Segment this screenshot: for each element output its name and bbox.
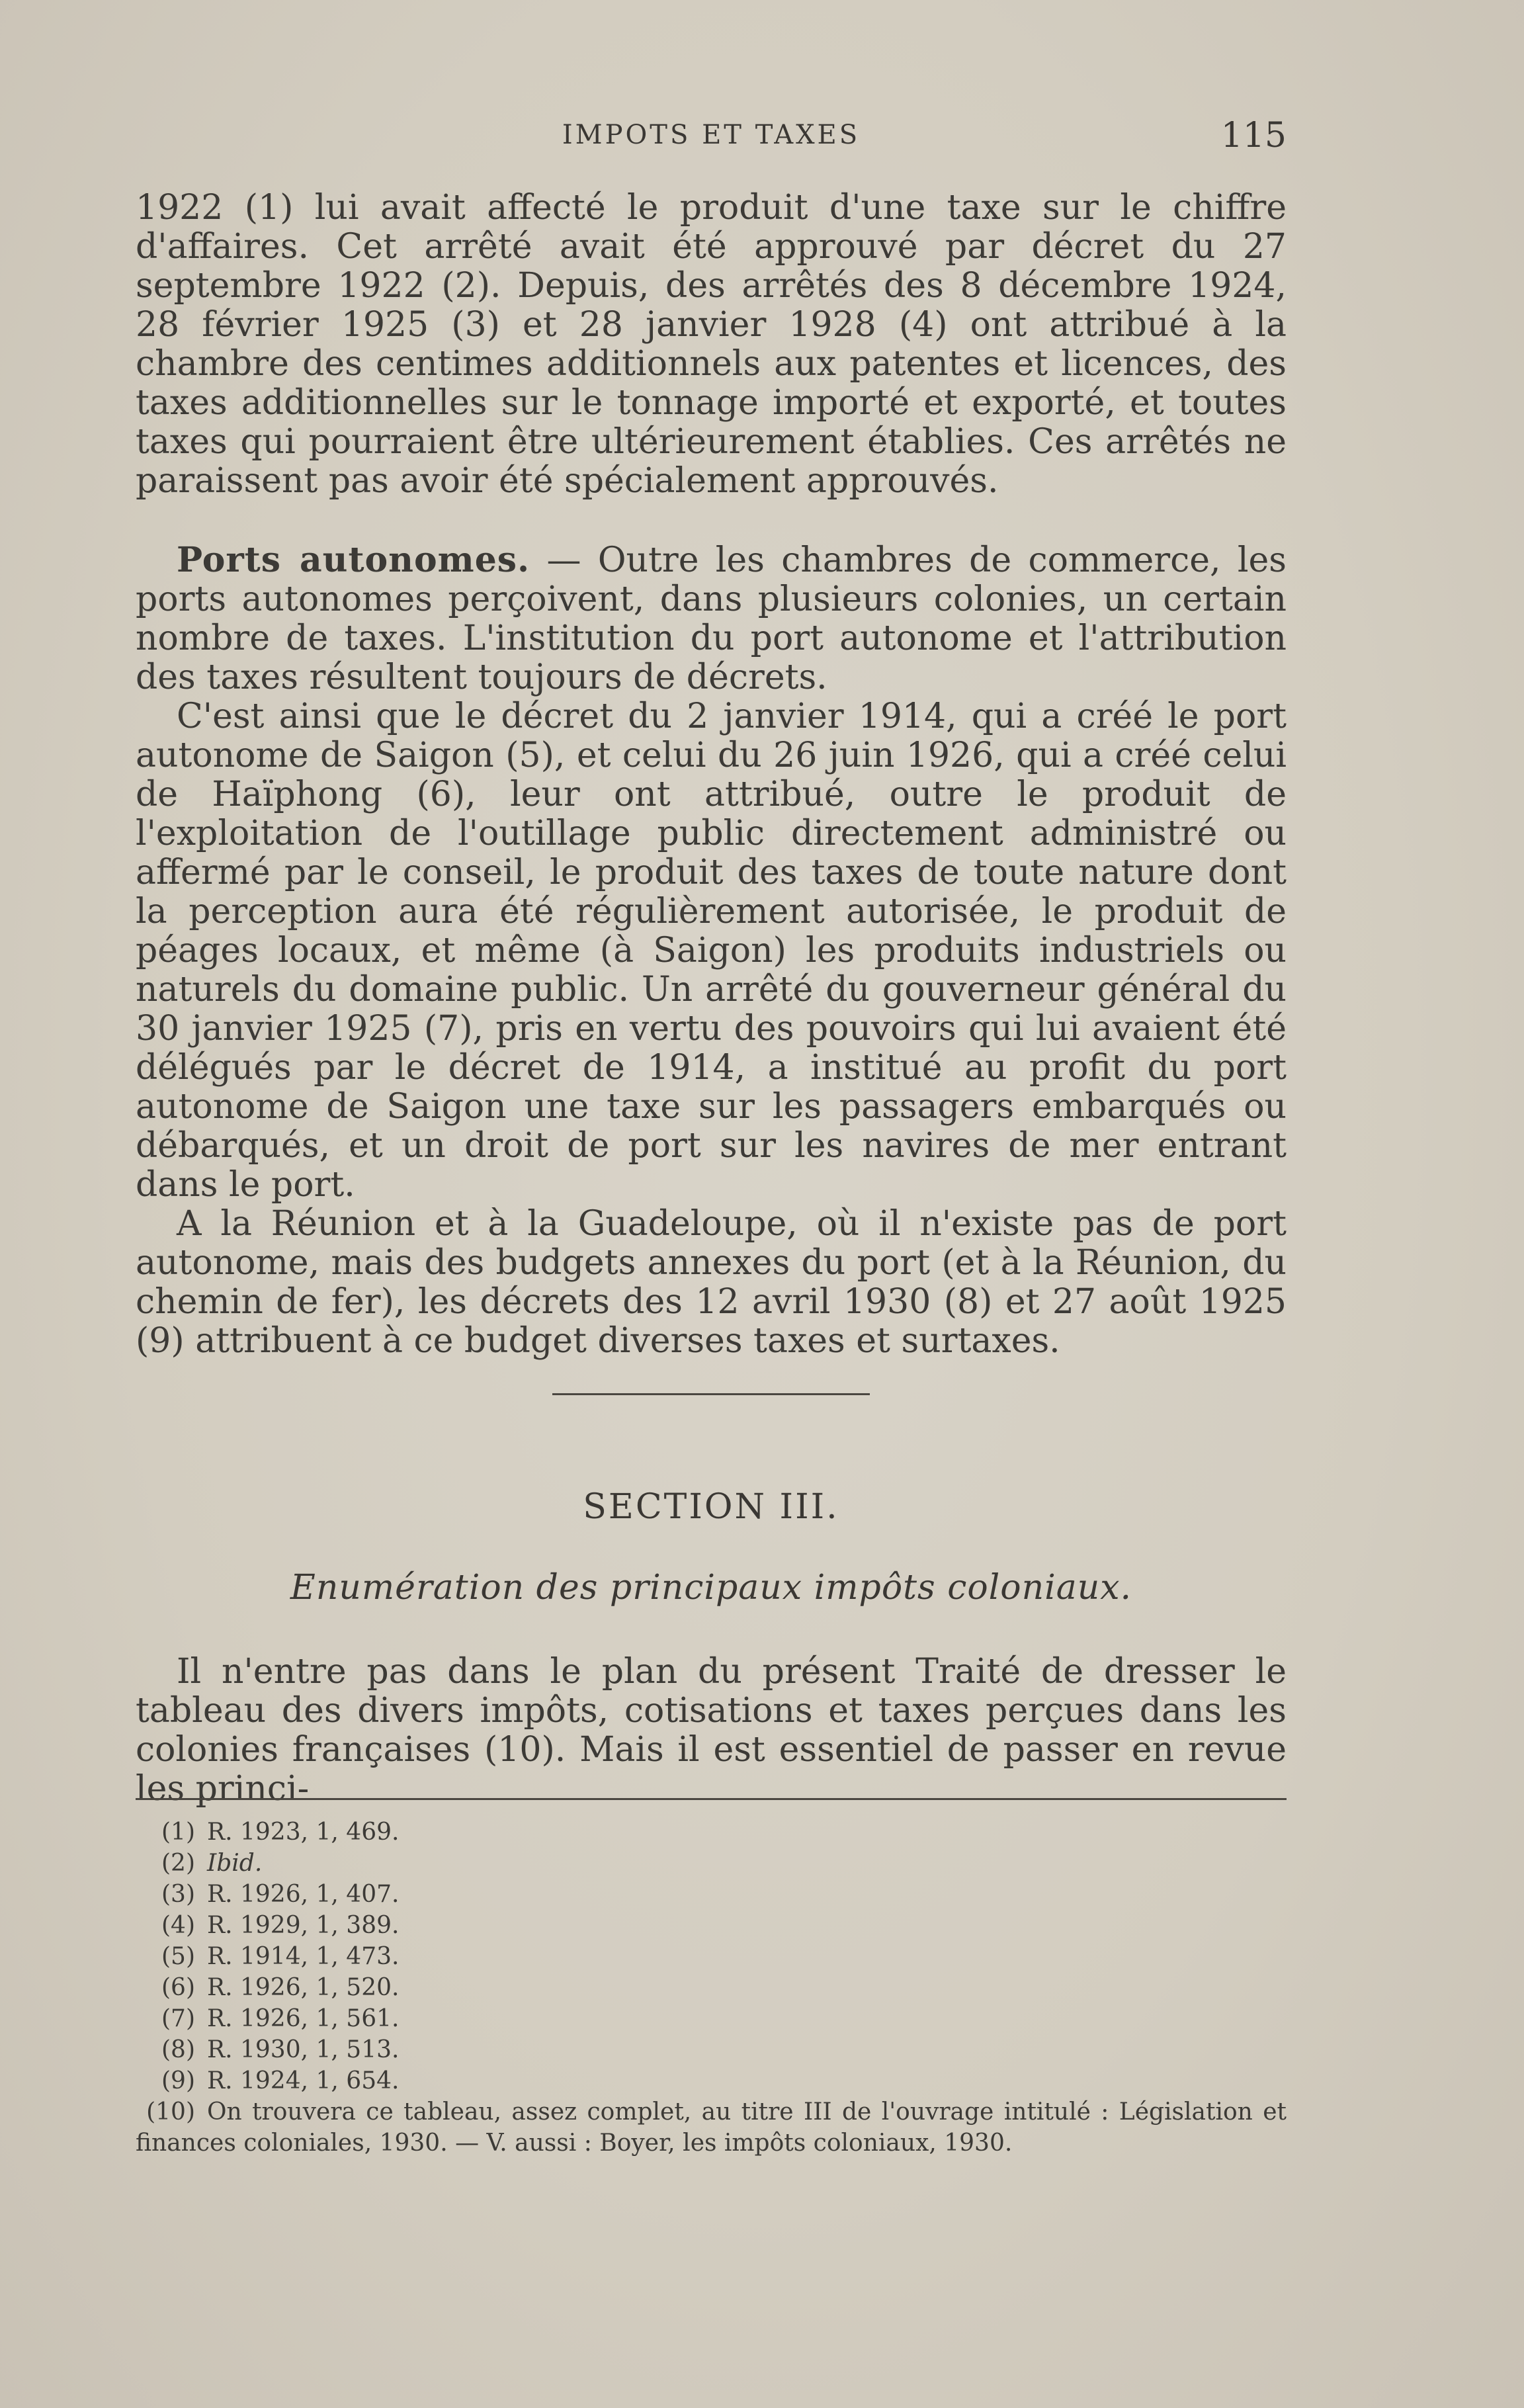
footnote	[136, 2065, 1287, 2096]
footnote-mark: (5)	[161, 1943, 195, 1970]
footnote-text: R. 1924, 1, 654.	[207, 2067, 400, 2094]
paragraph-reunion-guadeloupe: A la Réunion et à la Guadeloupe, où il n'existe pas de port autonome, mais des budgets annexes du port (et à la Réunion, du chemin de fer), les décrets des 12 avril 1930 (8) et 27 août 1925 (9) attribuent à ce budget diverses taxes et surtaxes.	[136, 1204, 1287, 1361]
section-title: SECTION III.	[583, 1487, 839, 1527]
ports-autonomes-text: — Outre les chambres de commerce, les ports autonomes perçoivent, dans plusieurs colonies, un certain nombre de taxes. L'institution du port autonome et l'attribution des taxes résultent toujours de décrets.	[136, 540, 1287, 697]
section-paragraph: Il n'entre pas dans le plan du présent Traité de dresser le tableau des divers impôts, cotisations et taxes perçues dans les colonies françaises (10). Mais il est essentiel de passer en revue les princi-	[136, 1652, 1287, 1809]
footnote	[136, 1941, 1287, 1972]
footnote-text: R. 1926, 1, 520.	[207, 1974, 400, 2001]
section-divider	[552, 1393, 870, 1395]
running-title: IMPOTS ET TAXES	[562, 120, 861, 150]
footnote-text: R. 1923, 1, 469.	[207, 1819, 400, 1846]
paragraph-saigon-haiphong: C'est ainsi que le décret du 2 janvier 1914, qui a créé le port autonome de Saigon (5), et celui du 26 juin 1926, qui a créé celui de Haïphong (6), leur ont attribué, outre le produit de l'exploitation de l'outillage public directement administré ou affermé par le conseil, le produit des taxes de toute nature dont la perception aura été régulièrement autorisée, le produit de péages locaux, et même (à Saigon) les produits industriels ou naturels du domaine public. Un arrêté du gouverneur général du 30 janvier 1925 (7), pris en vertu des pouvoirs qui lui avaient été délégués par le décret de 1914, a institué au profit du port autonome de Saigon une taxe sur les passagers embarqués ou débarqués, et un droit de port sur les navires de mer entrant dans le port.	[136, 697, 1287, 1205]
footnote	[136, 1972, 1287, 2003]
footnote-text: R. 1926, 1, 561.	[207, 2005, 400, 2032]
footnote	[136, 1879, 1287, 1910]
footnote-mark: (6)	[161, 1974, 195, 2001]
footnote-mark: (10)	[146, 2098, 195, 2126]
footnote-mark: (9)	[161, 2067, 195, 2094]
footnote-text: R. 1930, 1, 513.	[207, 2036, 400, 2063]
footnote-text: R. 1914, 1, 473.	[207, 1943, 400, 1970]
footnote-mark: (4)	[161, 1912, 195, 1939]
ports-autonomes-heading: Ports autonomes.	[177, 540, 530, 580]
footnote-mark: (8)	[161, 2036, 195, 2063]
footnotes	[136, 1817, 1287, 2159]
footnote-text: Ibid.	[207, 1850, 263, 1877]
paragraph-continuation: 1922 (1) lui avait affecté le produit d'une taxe sur le chiffre d'affaires. Cet arrêté avait été approuvé par décret du 27 septembre 1922 (2). Depuis, des arrêtés des 8 décembre 1924, 28 février 1925 (3) et 28 janvier 1928 (4) ont attribué à la chambre des centimes additionnels aux patentes et licences, des taxes additionnelles sur le tonnage importé et exporté, et toutes taxes qui pourraient être ultérieurement établies. Ces arrêtés ne paraissent pas avoir été spécialement approuvés.	[136, 188, 1287, 501]
footnote	[136, 1817, 1287, 1848]
paragraph-ports-autonomes	[136, 540, 1287, 697]
section-subtitle: Enumération des principaux impôts coloniaux.	[290, 1568, 1132, 1608]
page-number: 115	[1220, 116, 1287, 155]
footnote-mark: (2)	[161, 1850, 195, 1877]
footnote	[136, 2034, 1287, 2065]
footnote	[136, 2096, 1287, 2159]
footnote-mark: (3)	[161, 1881, 195, 1908]
footnote-rule	[136, 1798, 1287, 1800]
footnote-mark: (1)	[161, 1819, 195, 1846]
section-body	[136, 1653, 1287, 1809]
footnote-text: On trouvera ce tableau, assez complet, au titre III de l'ouvrage intitulé : Législation et finances coloniales, 1930. — V. aussi : Boyer, les impôts coloniaux, 1930.	[136, 2098, 1287, 2157]
footnote	[136, 2003, 1287, 2034]
footnote	[136, 1910, 1287, 1941]
footnote-text: R. 1929, 1, 389.	[207, 1912, 400, 1939]
footnote	[136, 1848, 1287, 1879]
running-head	[136, 116, 1287, 155]
footnote-mark: (7)	[161, 2005, 195, 2032]
body-text	[136, 189, 1287, 1361]
footnote-text: R. 1926, 1, 407.	[207, 1881, 400, 1908]
